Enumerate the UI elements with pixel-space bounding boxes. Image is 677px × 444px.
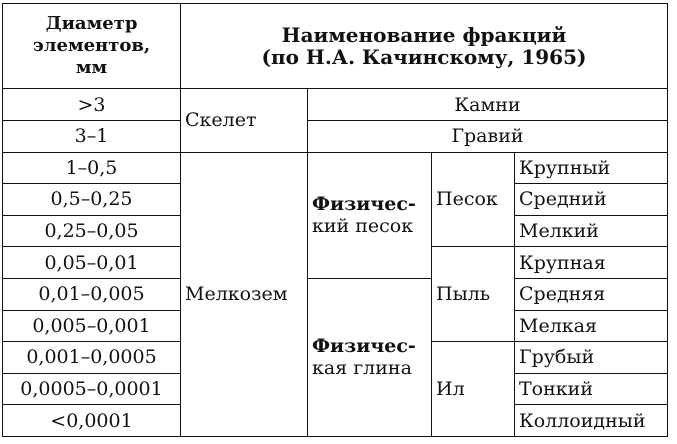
diameter-cell: 1–0,5 <box>3 152 181 184</box>
diameter-cell: 0,05–0,01 <box>3 247 181 279</box>
diameter-cell: 0,005–0,001 <box>3 310 181 342</box>
physical-clay-cell <box>308 278 432 436</box>
fractions-header-line: Наименование фракций <box>281 23 567 48</box>
dust-cell: Пыль <box>432 247 515 342</box>
sand-cell: Песок <box>432 152 515 247</box>
size-cell: Мелкая <box>515 310 668 342</box>
size-cell: Крупная <box>515 247 668 279</box>
size-cell: Тонкий <box>515 373 668 405</box>
diameter-header-line: мм <box>75 57 108 79</box>
size-cell: Мелкий <box>515 215 668 247</box>
gravel-cell: Гравий <box>308 120 668 152</box>
table-row <box>3 89 668 121</box>
diameter-cell: 0,01–0,005 <box>3 278 181 310</box>
physical-clay-line: кая глина <box>312 357 412 380</box>
diameter-cell: 0,0005–0,0001 <box>3 373 181 405</box>
diameter-cell: 0,25–0,05 <box>3 215 181 247</box>
table-row <box>3 152 668 184</box>
diameter-header-line: элементов, <box>32 35 151 57</box>
fractions-header <box>181 4 668 89</box>
physical-sand-cell <box>308 152 432 278</box>
fractions-header-line: (по Н.А. Качинскому, 1965) <box>261 45 587 70</box>
size-cell: Крупный <box>515 152 668 184</box>
diameter-cell: >3 <box>3 89 181 121</box>
soil-fractions-table <box>2 3 668 437</box>
silt-cell: Ил <box>432 342 515 437</box>
diameter-cell: 0,001–0,0005 <box>3 342 181 374</box>
physical-clay-line: Физичес- <box>312 335 416 358</box>
diameter-cell: 0,5–0,25 <box>3 184 181 216</box>
diameter-cell: 3–1 <box>3 120 181 152</box>
fine-earth-cell: Мелкозем <box>181 152 308 436</box>
physical-sand-line: Физичес- <box>312 193 416 216</box>
size-cell: Коллоидный <box>515 405 668 437</box>
header-row <box>3 4 668 89</box>
table-row <box>3 278 668 310</box>
physical-sand-line: кий песок <box>312 215 414 238</box>
table-row <box>3 120 668 152</box>
size-cell: Средний <box>515 184 668 216</box>
diameter-header-line: Диаметр <box>45 13 138 35</box>
size-cell: Средняя <box>515 278 668 310</box>
diameter-cell: <0,0001 <box>3 405 181 437</box>
size-cell: Грубый <box>515 342 668 374</box>
diameter-header <box>3 4 181 89</box>
stones-cell: Камни <box>308 89 668 121</box>
skeleton-cell: Скелет <box>181 89 308 152</box>
